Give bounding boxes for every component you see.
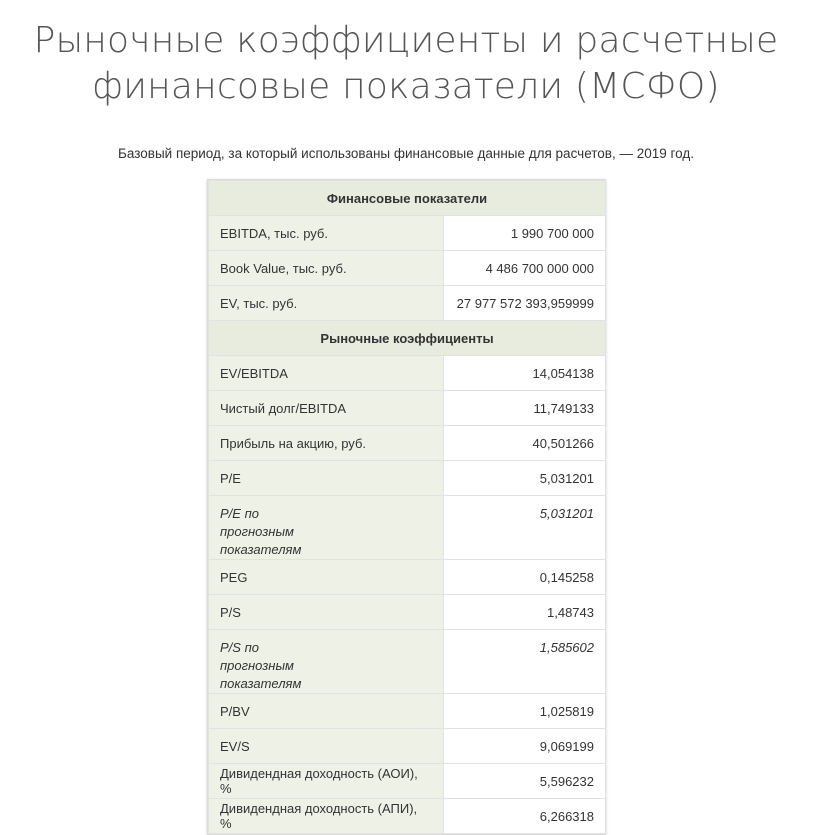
indicators-table <box>208 180 606 834</box>
table-row <box>209 560 606 595</box>
row-value-pbv: 1,025819 <box>444 694 606 729</box>
row-value-ev: 27 977 572 393,959999 <box>444 286 606 321</box>
row-label-book-value: Book Value, тыс. руб. <box>209 251 444 286</box>
financial-indicators-table <box>207 179 606 835</box>
row-value-net-debt-ebitda: 11,749133 <box>444 391 606 426</box>
row-label-ps-forecast-text: P/S по прогнозным показателям <box>220 640 302 691</box>
table-row <box>209 799 606 834</box>
row-label-ps-forecast <box>209 630 444 694</box>
table-row <box>209 391 606 426</box>
table-row <box>209 461 606 496</box>
section-header-row <box>209 181 606 216</box>
row-label-dividend-yield-preferred: Дивидендная доходность (АПИ), % <box>209 799 444 834</box>
row-label-pe: P/E <box>209 461 444 496</box>
row-label-ev-ebitda: EV/EBITDA <box>209 356 444 391</box>
row-label-pe-forecast-text: P/E по прогнозным показателям <box>220 506 302 557</box>
table-row <box>209 356 606 391</box>
table-row <box>209 426 606 461</box>
row-label-ebitda: EBITDA, тыс. руб. <box>209 216 444 251</box>
section-header-financial: Финансовые показатели <box>209 181 606 216</box>
row-value-ps-forecast <box>444 630 606 694</box>
table-row <box>209 595 606 630</box>
table-row <box>209 216 606 251</box>
page-title: Рыночные коэффициенты и расчетные финансовые показатели (МСФО) <box>33 20 779 107</box>
table-row <box>209 630 606 694</box>
row-label-peg: PEG <box>209 560 444 595</box>
table-row <box>209 694 606 729</box>
row-value-pe: 5,031201 <box>444 461 606 496</box>
row-label-ev: EV, тыс. руб. <box>209 286 444 321</box>
row-value-ebitda: 1 990 700 000 <box>444 216 606 251</box>
section-header-row <box>209 321 606 356</box>
row-value-dividend-yield-common: 5,596232 <box>444 764 606 799</box>
section-header-market-ratios: Рыночные коэффициенты <box>209 321 606 356</box>
row-label-net-debt-ebitda: Чистый долг/EBITDA <box>209 391 444 426</box>
table-row <box>209 764 606 799</box>
row-label-ev-s: EV/S <box>209 729 444 764</box>
row-label-eps: Прибыль на акцию, руб. <box>209 426 444 461</box>
table-row <box>209 729 606 764</box>
row-value-peg: 0,145258 <box>444 560 606 595</box>
row-label-dividend-yield-common: Дивидендная доходность (АОИ), % <box>209 764 444 799</box>
row-value-ev-s: 9,069199 <box>444 729 606 764</box>
table-row <box>209 286 606 321</box>
row-value-ps: 1,48743 <box>444 595 606 630</box>
row-value-pe-forecast-text: 5,031201 <box>539 506 594 521</box>
row-label-pe-forecast <box>209 496 444 560</box>
row-value-ev-ebitda: 14,054138 <box>444 356 606 391</box>
row-value-dividend-yield-preferred: 6,266318 <box>444 799 606 834</box>
row-label-pbv: P/BV <box>209 694 444 729</box>
table-row <box>209 251 606 286</box>
row-label-ps: P/S <box>209 595 444 630</box>
row-value-ps-forecast-text: 1,585602 <box>539 640 594 655</box>
row-value-book-value: 4 486 700 000 000 <box>444 251 606 286</box>
table-row <box>209 496 606 560</box>
row-value-eps: 40,501266 <box>444 426 606 461</box>
base-period-note: Базовый период, за который использованы финансовые данные для расчетов, — 2019 год. <box>118 146 694 161</box>
row-value-pe-forecast <box>444 496 606 560</box>
